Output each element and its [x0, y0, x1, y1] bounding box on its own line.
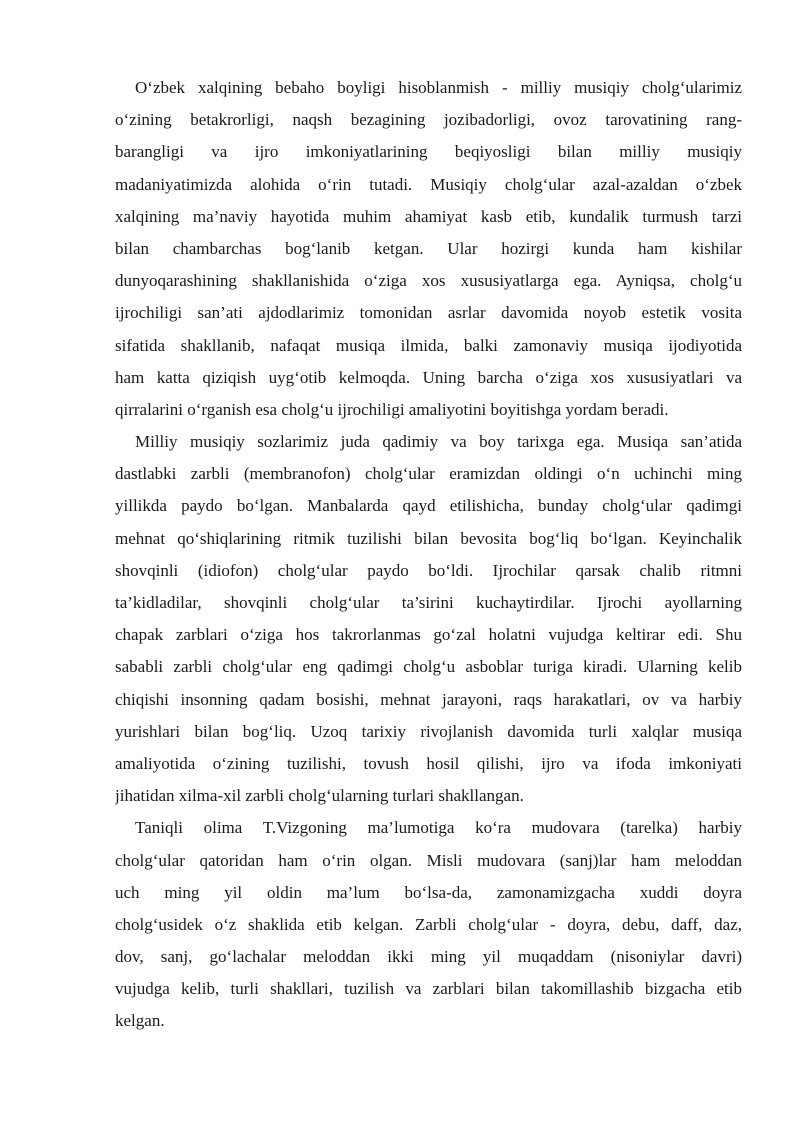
text-line: Taniqli olima T.Vizgoning ma’lumotiga ko‘ra mudovara (tarelka) harbiy	[135, 818, 742, 838]
text-line: chiqishi insonning qadam bosishi, mehnat jarayoni, raqs harakatlari, ov va harbiy	[115, 689, 742, 709]
paragraph	[115, 426, 742, 812]
text-line: amaliyotida o‘zining tuzilishi, tovush hosil qilishi, ijro va ifoda imkoniyati	[115, 753, 742, 773]
text-line: sababli zarbli cholg‘ular eng qadimgi cholg‘u asboblar turiga kiradi. Ularning kelib	[115, 657, 742, 677]
text-line: ijrochiligi san’ati ajdodlarimiz tomonidan asrlar davomida noyob estetik vosita	[115, 303, 742, 323]
text-line: cholg‘usidek o‘z shaklida etib kelgan. Zarbli cholg‘ular - doyra, debu, daff, daz,	[115, 914, 742, 934]
text-line: jihatidan xilma-xil zarbli cholg‘ularning turlari shakllangan.	[115, 786, 524, 806]
text-line: qirralarini o‘rganish esa cholg‘u ijrochiligi amaliyotini boyitishga yordam beradi.	[115, 399, 669, 419]
paragraph	[115, 72, 742, 426]
text-line: dunyoqarashining shakllanishida o‘ziga xos xususiyatlarga ega. Ayniqsa, cholg‘u	[115, 271, 742, 291]
text-line: dastlabki zarbli (membranofon) cholg‘ular eramizdan oldingi o‘n uchinchi ming	[115, 464, 742, 484]
text-line: Milliy musiqiy sozlarimiz juda qadimiy va boy tarixga ega. Musiqa san’atida	[135, 432, 742, 452]
text-line: chapak zarblari o‘ziga hos takrorlanmas go‘zal holatni vujudga keltirar edi. Shu	[115, 625, 742, 645]
text-line: mehnat qo‘shiqlarining ritmik tuzilishi bilan bevosita bog‘liq bo‘lgan. Keyinchalik	[115, 528, 742, 548]
text-line: ta’kidladilar, shovqinli cholg‘ular ta’sirini kuchaytirdilar. Ijrochi ayollarning	[115, 593, 742, 612]
paragraph	[115, 812, 742, 1037]
text-line: dov, sanj, go‘lachalar meloddan ikki ming yil muqaddam (nisoniylar davri)	[115, 947, 742, 967]
text-line: o‘zining betakrorligi, naqsh bezagining jozibadorligi, ovoz tarovatining rang-	[115, 110, 742, 130]
text-line: sifatida shakllanib, nafaqat musiqa ilmida, balki zamonaviy musiqa ijodiyotida	[115, 335, 742, 355]
text-line: O‘zbek xalqining bebaho boyligi hisoblanmish - milliy musiqiy cholg‘ularimiz	[135, 78, 742, 97]
text-line: uch ming yil oldin ma’lum bo‘lsa-da, zamonamizgacha xuddi doyra	[115, 882, 742, 902]
text-line: ham katta qiziqish uyg‘otib kelmoqda. Uning barcha o‘ziga xos xususiyatlari va	[115, 367, 742, 387]
text-line: barangligi va ijro imkoniyatlarining beqiyosligi bilan milliy musiqiy	[115, 142, 742, 162]
text-line: bilan chambarchas bog‘lanib ketgan. Ular hozirgi kunda ham kishilar	[115, 238, 742, 258]
text-line: madaniyatimizda alohida o‘rin tutadi. Musiqiy cholg‘ular azal-azaldan o‘zbek	[115, 174, 742, 194]
document-page	[115, 72, 742, 1038]
text-line: shovqinli (idiofon) cholg‘ular paydo bo‘ldi. Ijrochilar qarsak chalib ritmni	[115, 560, 742, 580]
text-line: yurishlari bilan bog‘liq. Uzoq tarixiy rivojlanish davomida turli xalqlar musiqa	[115, 721, 742, 741]
text-line: cholg‘ular qatoridan ham o‘rin olgan. Misli mudovara (sanj)lar ham meloddan	[115, 850, 742, 870]
text-line: yillikda paydo bo‘lgan. Manbalarda qayd etilishicha, bunday cholg‘ular qadimgi	[115, 496, 742, 516]
text-line: kelgan.	[115, 1011, 165, 1031]
text-line: xalqining ma’naviy hayotida muhim ahamiyat kasb etib, kundalik turmush tarzi	[115, 206, 742, 226]
text-line: vujudga kelib, turli shakllari, tuzilish va zarblari bilan takomillashib bizgacha etib	[115, 979, 742, 999]
